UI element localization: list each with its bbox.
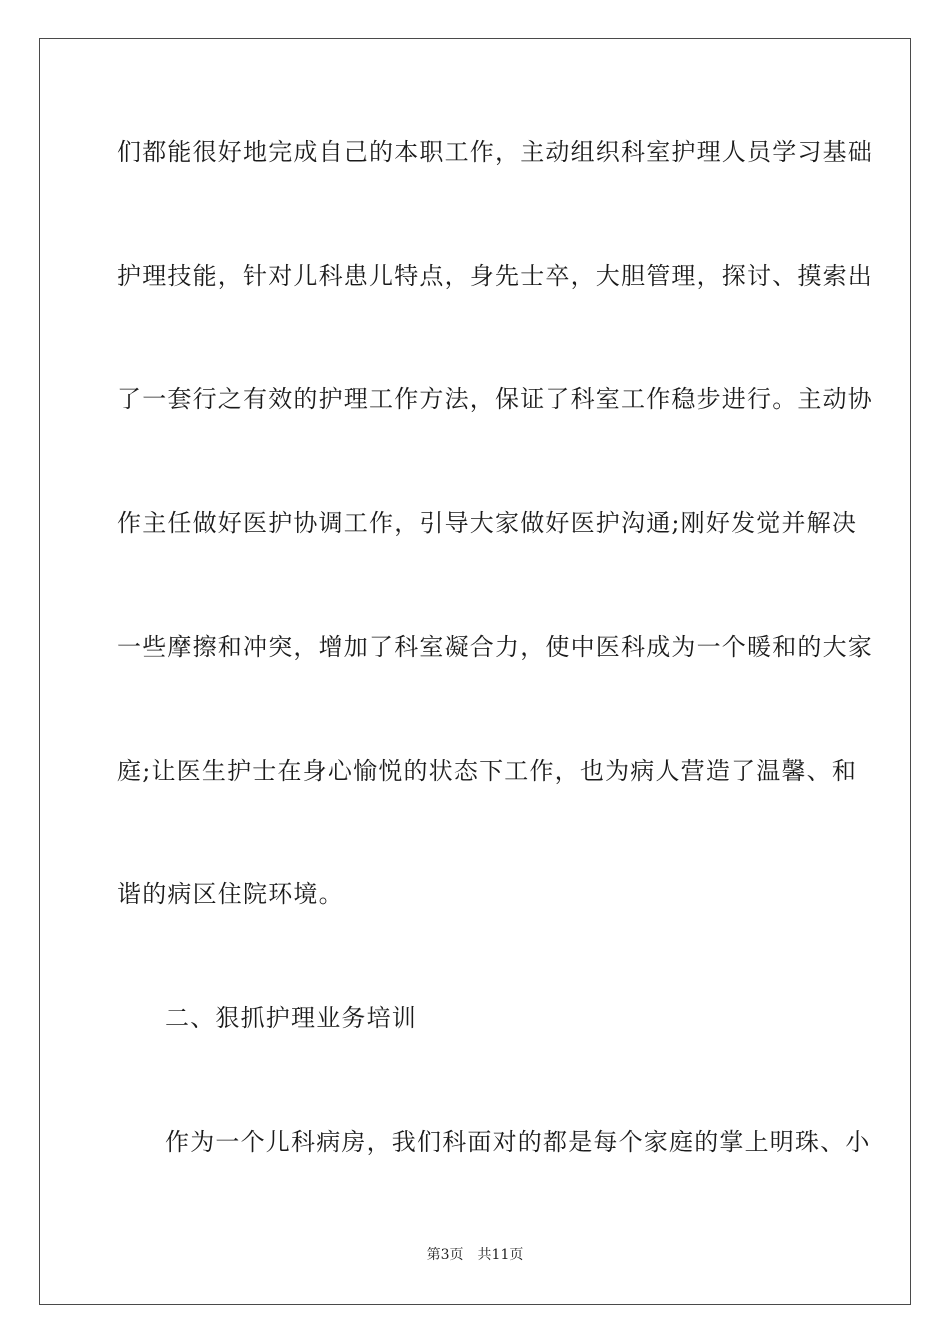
body-text-line: 护理技能，针对儿科患儿特点，身先士卒，大胆管理，探讨、摸索出 [117,262,873,290]
body-text-line: 们都能很好地完成自己的本职工作，主动组织科室护理人员学习基础 [117,138,873,166]
body-text-line: 作主任做好医护协调工作，引导大家做好医护沟通;刚好发觉并解决 [117,509,858,537]
body-text-line: 了一套行之有效的护理工作方法，保证了科室工作稳步进行。主动协 [117,385,873,413]
body-text-line: 谐的病区住院环境。 [117,880,344,908]
page-number: 第3页 [426,1247,464,1263]
body-text-line: 庭;让医生护士在身心愉悦的状态下工作，也为病人营造了温馨、和 [117,757,858,785]
total-pages: 共11页 [477,1247,524,1263]
page-footer [0,1246,950,1264]
body-text-line: 一些摩擦和冲突，增加了科室凝合力，使中医科成为一个暖和的大家 [117,633,873,661]
section-heading: 二、狠抓护理业务培训 [165,1004,417,1032]
page-border [39,38,911,1305]
paragraph-first-line: 作为一个儿科病房，我们科面对的都是每个家庭的掌上明珠、小 [165,1128,871,1156]
